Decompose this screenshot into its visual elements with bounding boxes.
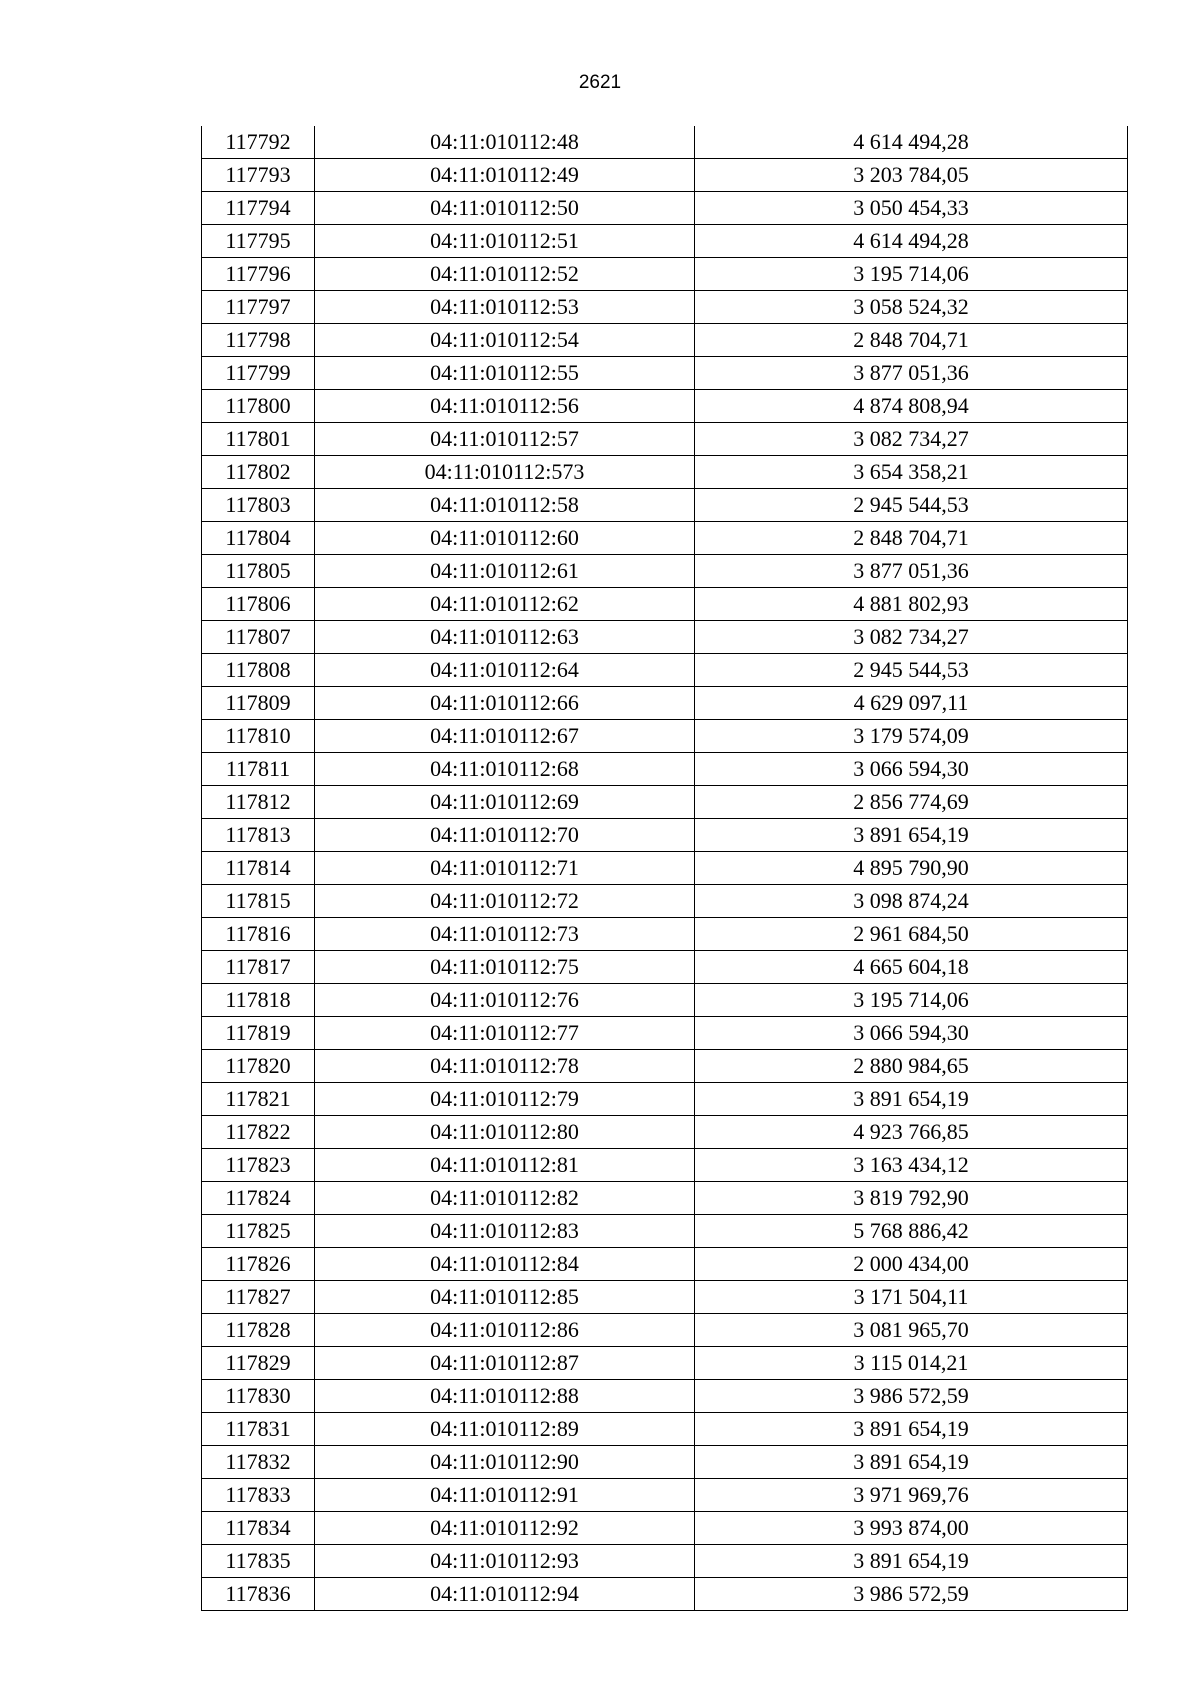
row-number-cell: 117801 bbox=[202, 423, 315, 456]
table-row bbox=[202, 1347, 1128, 1380]
data-table bbox=[201, 126, 1128, 1611]
cadastral-number-cell: 04:11:010112:57 bbox=[315, 423, 695, 456]
cadastral-number-cell: 04:11:010112:52 bbox=[315, 258, 695, 291]
table-row bbox=[202, 126, 1128, 159]
table-row bbox=[202, 423, 1128, 456]
row-number-cell: 117827 bbox=[202, 1281, 315, 1314]
cadastral-number-cell: 04:11:010112:75 bbox=[315, 951, 695, 984]
row-number-cell: 117829 bbox=[202, 1347, 315, 1380]
cadastral-number-cell: 04:11:010112:85 bbox=[315, 1281, 695, 1314]
cadastral-number-cell: 04:11:010112:88 bbox=[315, 1380, 695, 1413]
row-number-cell: 117793 bbox=[202, 159, 315, 192]
value-cell: 4 895 790,90 bbox=[695, 852, 1128, 885]
cadastral-number-cell: 04:11:010112:91 bbox=[315, 1479, 695, 1512]
table-row bbox=[202, 1578, 1128, 1611]
table-row bbox=[202, 819, 1128, 852]
table-row bbox=[202, 1215, 1128, 1248]
value-cell: 2 880 984,65 bbox=[695, 1050, 1128, 1083]
row-number-cell: 117830 bbox=[202, 1380, 315, 1413]
cadastral-number-cell: 04:11:010112:94 bbox=[315, 1578, 695, 1611]
cadastral-number-cell: 04:11:010112:84 bbox=[315, 1248, 695, 1281]
cadastral-number-cell: 04:11:010112:92 bbox=[315, 1512, 695, 1545]
cadastral-number-cell: 04:11:010112:48 bbox=[315, 126, 695, 159]
table-row bbox=[202, 1479, 1128, 1512]
table-row bbox=[202, 1545, 1128, 1578]
value-cell: 2 000 434,00 bbox=[695, 1248, 1128, 1281]
table-row bbox=[202, 621, 1128, 654]
table-row bbox=[202, 192, 1128, 225]
row-number-cell: 117796 bbox=[202, 258, 315, 291]
table-row bbox=[202, 720, 1128, 753]
value-cell: 3 971 969,76 bbox=[695, 1479, 1128, 1512]
table-row bbox=[202, 885, 1128, 918]
row-number-cell: 117817 bbox=[202, 951, 315, 984]
table-row bbox=[202, 1380, 1128, 1413]
row-number-cell: 117819 bbox=[202, 1017, 315, 1050]
table-row bbox=[202, 159, 1128, 192]
row-number-cell: 117794 bbox=[202, 192, 315, 225]
row-number-cell: 117799 bbox=[202, 357, 315, 390]
cadastral-number-cell: 04:11:010112:60 bbox=[315, 522, 695, 555]
cadastral-number-cell: 04:11:010112:82 bbox=[315, 1182, 695, 1215]
cadastral-number-cell: 04:11:010112:70 bbox=[315, 819, 695, 852]
table-row bbox=[202, 984, 1128, 1017]
table-row bbox=[202, 1281, 1128, 1314]
table-row bbox=[202, 654, 1128, 687]
table-row bbox=[202, 918, 1128, 951]
value-cell: 3 195 714,06 bbox=[695, 258, 1128, 291]
value-cell: 3 082 734,27 bbox=[695, 423, 1128, 456]
value-cell: 3 877 051,36 bbox=[695, 555, 1128, 588]
value-cell: 2 848 704,71 bbox=[695, 522, 1128, 555]
row-number-cell: 117810 bbox=[202, 720, 315, 753]
cadastral-number-cell: 04:11:010112:68 bbox=[315, 753, 695, 786]
value-cell: 3 163 434,12 bbox=[695, 1149, 1128, 1182]
value-cell: 2 856 774,69 bbox=[695, 786, 1128, 819]
row-number-cell: 117800 bbox=[202, 390, 315, 423]
table-row bbox=[202, 687, 1128, 720]
value-cell: 3 819 792,90 bbox=[695, 1182, 1128, 1215]
value-cell: 3 891 654,19 bbox=[695, 1083, 1128, 1116]
row-number-cell: 117797 bbox=[202, 291, 315, 324]
value-cell: 4 665 604,18 bbox=[695, 951, 1128, 984]
cadastral-number-cell: 04:11:010112:63 bbox=[315, 621, 695, 654]
value-cell: 3 066 594,30 bbox=[695, 1017, 1128, 1050]
table-row bbox=[202, 1116, 1128, 1149]
table-row bbox=[202, 225, 1128, 258]
row-number-cell: 117828 bbox=[202, 1314, 315, 1347]
value-cell: 3 098 874,24 bbox=[695, 885, 1128, 918]
value-cell: 3 203 784,05 bbox=[695, 159, 1128, 192]
row-number-cell: 117835 bbox=[202, 1545, 315, 1578]
table-row bbox=[202, 522, 1128, 555]
value-cell: 5 768 886,42 bbox=[695, 1215, 1128, 1248]
row-number-cell: 117814 bbox=[202, 852, 315, 885]
table-row bbox=[202, 357, 1128, 390]
value-cell: 4 874 808,94 bbox=[695, 390, 1128, 423]
value-cell: 4 614 494,28 bbox=[695, 225, 1128, 258]
row-number-cell: 117822 bbox=[202, 1116, 315, 1149]
table-row bbox=[202, 1446, 1128, 1479]
cadastral-number-cell: 04:11:010112:53 bbox=[315, 291, 695, 324]
cadastral-number-cell: 04:11:010112:55 bbox=[315, 357, 695, 390]
value-cell: 4 923 766,85 bbox=[695, 1116, 1128, 1149]
value-cell: 4 629 097,11 bbox=[695, 687, 1128, 720]
value-cell: 2 945 544,53 bbox=[695, 489, 1128, 522]
row-number-cell: 117833 bbox=[202, 1479, 315, 1512]
value-cell: 3 058 524,32 bbox=[695, 291, 1128, 324]
value-cell: 4 881 802,93 bbox=[695, 588, 1128, 621]
value-cell: 4 614 494,28 bbox=[695, 126, 1128, 159]
row-number-cell: 117813 bbox=[202, 819, 315, 852]
table-row bbox=[202, 1182, 1128, 1215]
table-row bbox=[202, 1017, 1128, 1050]
value-cell: 2 961 684,50 bbox=[695, 918, 1128, 951]
value-cell: 3 171 504,11 bbox=[695, 1281, 1128, 1314]
table-row bbox=[202, 1413, 1128, 1446]
row-number-cell: 117836 bbox=[202, 1578, 315, 1611]
value-cell: 3 891 654,19 bbox=[695, 1545, 1128, 1578]
row-number-cell: 117812 bbox=[202, 786, 315, 819]
cadastral-number-cell: 04:11:010112:71 bbox=[315, 852, 695, 885]
table-body bbox=[202, 126, 1128, 1611]
table-row bbox=[202, 786, 1128, 819]
value-cell: 3 891 654,19 bbox=[695, 1446, 1128, 1479]
table-row bbox=[202, 258, 1128, 291]
cadastral-number-cell: 04:11:010112:86 bbox=[315, 1314, 695, 1347]
value-cell: 3 877 051,36 bbox=[695, 357, 1128, 390]
value-cell: 2 945 544,53 bbox=[695, 654, 1128, 687]
value-cell: 3 115 014,21 bbox=[695, 1347, 1128, 1380]
value-cell: 3 654 358,21 bbox=[695, 456, 1128, 489]
cadastral-number-cell: 04:11:010112:66 bbox=[315, 687, 695, 720]
row-number-cell: 117825 bbox=[202, 1215, 315, 1248]
row-number-cell: 117806 bbox=[202, 588, 315, 621]
cadastral-number-cell: 04:11:010112:80 bbox=[315, 1116, 695, 1149]
row-number-cell: 117811 bbox=[202, 753, 315, 786]
cadastral-number-cell: 04:11:010112:50 bbox=[315, 192, 695, 225]
cadastral-number-cell: 04:11:010112:72 bbox=[315, 885, 695, 918]
row-number-cell: 117821 bbox=[202, 1083, 315, 1116]
row-number-cell: 117809 bbox=[202, 687, 315, 720]
cadastral-number-cell: 04:11:010112:56 bbox=[315, 390, 695, 423]
cadastral-number-cell: 04:11:010112:67 bbox=[315, 720, 695, 753]
value-cell: 3 993 874,00 bbox=[695, 1512, 1128, 1545]
table-row bbox=[202, 951, 1128, 984]
cadastral-number-cell: 04:11:010112:573 bbox=[315, 456, 695, 489]
value-cell: 3 986 572,59 bbox=[695, 1380, 1128, 1413]
table-row bbox=[202, 1248, 1128, 1281]
row-number-cell: 117795 bbox=[202, 225, 315, 258]
value-cell: 3 081 965,70 bbox=[695, 1314, 1128, 1347]
cadastral-number-cell: 04:11:010112:58 bbox=[315, 489, 695, 522]
row-number-cell: 117818 bbox=[202, 984, 315, 1017]
row-number-cell: 117834 bbox=[202, 1512, 315, 1545]
row-number-cell: 117807 bbox=[202, 621, 315, 654]
table-row bbox=[202, 324, 1128, 357]
value-cell: 3 082 734,27 bbox=[695, 621, 1128, 654]
cadastral-number-cell: 04:11:010112:76 bbox=[315, 984, 695, 1017]
cadastral-number-cell: 04:11:010112:78 bbox=[315, 1050, 695, 1083]
cadastral-number-cell: 04:11:010112:93 bbox=[315, 1545, 695, 1578]
value-cell: 3 891 654,19 bbox=[695, 819, 1128, 852]
cadastral-number-cell: 04:11:010112:87 bbox=[315, 1347, 695, 1380]
cadastral-number-cell: 04:11:010112:62 bbox=[315, 588, 695, 621]
cadastral-number-cell: 04:11:010112:79 bbox=[315, 1083, 695, 1116]
table-row bbox=[202, 291, 1128, 324]
cadastral-number-cell: 04:11:010112:73 bbox=[315, 918, 695, 951]
cadastral-number-cell: 04:11:010112:83 bbox=[315, 1215, 695, 1248]
value-cell: 2 848 704,71 bbox=[695, 324, 1128, 357]
table-row bbox=[202, 1050, 1128, 1083]
row-number-cell: 117823 bbox=[202, 1149, 315, 1182]
table-row bbox=[202, 489, 1128, 522]
row-number-cell: 117815 bbox=[202, 885, 315, 918]
table-row bbox=[202, 852, 1128, 885]
value-cell: 3 891 654,19 bbox=[695, 1413, 1128, 1446]
cadastral-number-cell: 04:11:010112:89 bbox=[315, 1413, 695, 1446]
cadastral-number-cell: 04:11:010112:81 bbox=[315, 1149, 695, 1182]
value-cell: 3 986 572,59 bbox=[695, 1578, 1128, 1611]
cadastral-number-cell: 04:11:010112:90 bbox=[315, 1446, 695, 1479]
cadastral-number-cell: 04:11:010112:77 bbox=[315, 1017, 695, 1050]
value-cell: 3 050 454,33 bbox=[695, 192, 1128, 225]
row-number-cell: 117824 bbox=[202, 1182, 315, 1215]
row-number-cell: 117820 bbox=[202, 1050, 315, 1083]
cadastral-number-cell: 04:11:010112:49 bbox=[315, 159, 695, 192]
table-row bbox=[202, 588, 1128, 621]
cadastral-number-cell: 04:11:010112:64 bbox=[315, 654, 695, 687]
row-number-cell: 117808 bbox=[202, 654, 315, 687]
table-row bbox=[202, 1149, 1128, 1182]
table-row bbox=[202, 555, 1128, 588]
row-number-cell: 117804 bbox=[202, 522, 315, 555]
cadastral-number-cell: 04:11:010112:51 bbox=[315, 225, 695, 258]
table-row bbox=[202, 390, 1128, 423]
row-number-cell: 117826 bbox=[202, 1248, 315, 1281]
page-number: 2621 bbox=[578, 72, 622, 93]
row-number-cell: 117798 bbox=[202, 324, 315, 357]
value-cell: 3 179 574,09 bbox=[695, 720, 1128, 753]
value-cell: 3 195 714,06 bbox=[695, 984, 1128, 1017]
cadastral-number-cell: 04:11:010112:61 bbox=[315, 555, 695, 588]
cadastral-number-cell: 04:11:010112:69 bbox=[315, 786, 695, 819]
table-row bbox=[202, 1314, 1128, 1347]
cadastral-number-cell: 04:11:010112:54 bbox=[315, 324, 695, 357]
table-row bbox=[202, 753, 1128, 786]
row-number-cell: 117816 bbox=[202, 918, 315, 951]
table-row bbox=[202, 1512, 1128, 1545]
row-number-cell: 117802 bbox=[202, 456, 315, 489]
value-cell: 3 066 594,30 bbox=[695, 753, 1128, 786]
row-number-cell: 117805 bbox=[202, 555, 315, 588]
row-number-cell: 117831 bbox=[202, 1413, 315, 1446]
table-row bbox=[202, 1083, 1128, 1116]
row-number-cell: 117832 bbox=[202, 1446, 315, 1479]
row-number-cell: 117803 bbox=[202, 489, 315, 522]
row-number-cell: 117792 bbox=[202, 126, 315, 159]
table-row bbox=[202, 456, 1128, 489]
